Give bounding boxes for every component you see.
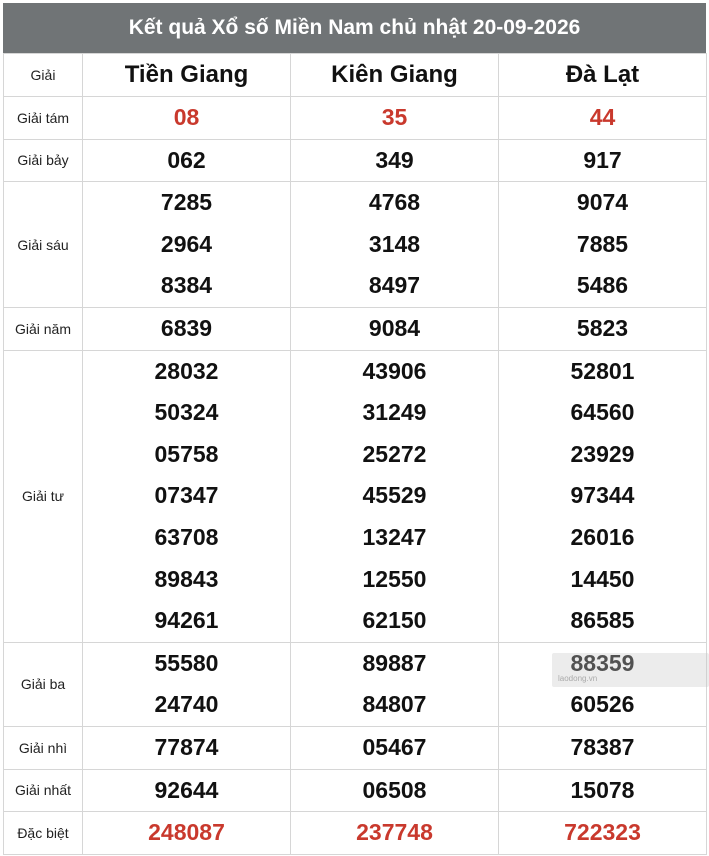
prize-number: 7885: [576, 230, 629, 257]
prize-number: 2964: [160, 230, 213, 257]
prize-number: 94261: [154, 607, 219, 634]
province-name: Kiên Giang: [291, 54, 499, 97]
prize-cell: [83, 769, 291, 812]
lottery-results: [3, 3, 706, 855]
prize-number: 77874: [154, 733, 219, 760]
prize-row: [4, 812, 707, 855]
prize-row: [4, 139, 707, 182]
prize-number: 07347: [154, 482, 219, 509]
prize-cell: [83, 726, 291, 769]
watermark: [552, 653, 709, 687]
prize-cell: [291, 642, 499, 726]
prize-number: 26016: [570, 523, 635, 550]
prize-cell: [83, 350, 291, 642]
prize-number: 86585: [570, 607, 635, 634]
prize-number: 78387: [570, 733, 635, 760]
prize-number: 8384: [160, 272, 213, 299]
prize-label: Giải bảy: [4, 139, 83, 182]
prize-number: 7285: [160, 189, 213, 216]
prize-number: 12550: [362, 565, 427, 592]
prize-label: Giải tám: [4, 97, 83, 140]
header-row: [4, 54, 707, 97]
prize-number: 45529: [362, 482, 427, 509]
prize-number: 31249: [362, 399, 427, 426]
prize-row: [4, 97, 707, 140]
prize-number: 52801: [570, 357, 635, 384]
prize-cell: [83, 812, 291, 855]
prize-number: 44: [589, 104, 616, 130]
prize-number: 248087: [148, 819, 225, 846]
prize-number: 25272: [362, 440, 427, 467]
prize-number: 55580: [154, 649, 219, 676]
prize-cell: [83, 307, 291, 350]
prize-cell: [83, 182, 291, 308]
prize-number: 8497: [368, 272, 421, 299]
prize-label: Giải nhì: [4, 726, 83, 769]
prize-label: Giải nhất: [4, 769, 83, 812]
prize-cell: [83, 97, 291, 140]
prize-number: 84807: [362, 691, 427, 718]
prize-row: [4, 350, 707, 642]
prize-cell: [291, 97, 499, 140]
prize-label: Đặc biệt: [4, 812, 83, 855]
prize-number: 062: [167, 146, 206, 173]
header-label: Giải: [4, 54, 83, 97]
prize-cell: [499, 182, 707, 308]
prize-label: Giải năm: [4, 307, 83, 350]
prize-number: 6839: [160, 314, 213, 341]
prize-number: 24740: [154, 691, 219, 718]
prize-number: 13247: [362, 523, 427, 550]
province-name: Đà Lạt: [499, 54, 707, 97]
prize-cell: [499, 812, 707, 855]
prize-number: 5486: [576, 272, 629, 299]
prize-number: 50324: [154, 399, 219, 426]
prize-cell: [83, 139, 291, 182]
prize-number: 5823: [576, 314, 629, 341]
prize-number: 3148: [368, 230, 421, 257]
prize-row: [4, 769, 707, 812]
prize-cell: [291, 182, 499, 308]
prize-number: 88359: [570, 649, 635, 676]
watermark-text: laodong.vn: [558, 674, 598, 683]
prize-label: Giải ba: [4, 642, 83, 726]
prize-number: 722323: [564, 819, 641, 846]
prize-number: 237748: [356, 819, 433, 846]
prize-number: 9074: [576, 189, 629, 216]
prize-cell: [291, 769, 499, 812]
prize-cell: [499, 97, 707, 140]
prize-number: 89843: [154, 565, 219, 592]
prize-number: 89887: [362, 649, 427, 676]
prize-cell: [291, 812, 499, 855]
prize-number: 9084: [368, 314, 421, 341]
prize-cell: [499, 139, 707, 182]
prize-cell: [291, 307, 499, 350]
prize-number: 60526: [570, 691, 635, 718]
prize-number: 05758: [154, 440, 219, 467]
prize-cell: [499, 350, 707, 642]
prize-number: 23929: [570, 440, 635, 467]
prize-number: 14450: [570, 565, 635, 592]
prize-number: 43906: [362, 357, 427, 384]
prize-number: 05467: [362, 733, 427, 760]
prize-cell: [499, 769, 707, 812]
prize-cell: [83, 642, 291, 726]
prize-cell: [291, 139, 499, 182]
prize-cell: [499, 726, 707, 769]
province-name: Tiền Giang: [83, 54, 291, 97]
prize-number: 63708: [154, 523, 219, 550]
prize-row: [4, 726, 707, 769]
prize-cell: [291, 726, 499, 769]
prize-number: 06508: [362, 776, 427, 803]
prize-row: [4, 182, 707, 308]
prize-number: 15078: [570, 776, 635, 803]
prize-number: 28032: [154, 357, 219, 384]
prize-number: 64560: [570, 399, 635, 426]
prize-number: 62150: [362, 607, 427, 634]
prize-cell: [499, 307, 707, 350]
prize-number: 92644: [154, 776, 219, 803]
prize-row: [4, 307, 707, 350]
prize-number: 08: [173, 104, 200, 130]
prize-number: 4768: [368, 189, 421, 216]
prize-number: 97344: [570, 482, 635, 509]
prize-label: Giải tư: [4, 350, 83, 642]
page-title: Kết quả Xổ số Miền Nam chủ nhật 20-09-2026: [3, 3, 706, 53]
prize-number: 35: [381, 104, 408, 130]
prize-cell: [291, 350, 499, 642]
prize-number: 917: [583, 146, 622, 173]
prize-label: Giải sáu: [4, 182, 83, 308]
prize-number: 349: [375, 146, 414, 173]
results-table: [3, 53, 707, 855]
